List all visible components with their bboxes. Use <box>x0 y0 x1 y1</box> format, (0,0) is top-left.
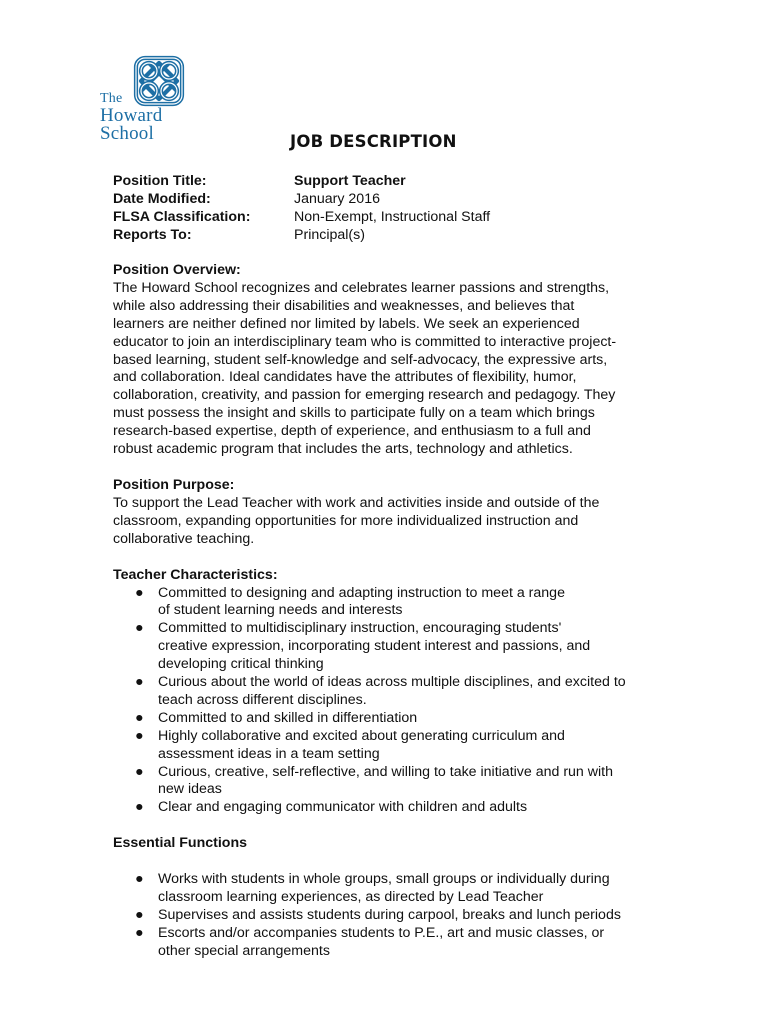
list-item <box>113 620 673 674</box>
list-item <box>113 710 673 728</box>
list-item-text: Curious about the world of ideas across multiple disciplines, and excited to teach across different disciplines. <box>158 674 626 708</box>
list-item <box>113 585 673 621</box>
meta-value: Support Teacher <box>294 173 406 189</box>
position-overview-section <box>113 262 673 459</box>
list-item-text: Committed to multidisciplinary instruction, encouraging students' creative expression, incorporating student interest and passions, and developing critical thinking <box>158 620 591 673</box>
functions-list <box>113 871 673 961</box>
bullet-icon: ● <box>135 907 144 923</box>
meta-value: Principal(s) <box>294 227 365 243</box>
meta-label: Reports To: <box>113 227 192 243</box>
meta-label: FLSA Classification: <box>113 209 251 225</box>
meta-label: Date Modified: <box>113 191 211 207</box>
section-heading: Position Purpose: <box>113 476 235 493</box>
document-body <box>113 262 673 961</box>
position-meta <box>113 172 490 244</box>
meta-value: January 2016 <box>294 191 380 207</box>
bullet-icon: ● <box>135 763 144 780</box>
list-item-text: Committed to and skilled in differentiation <box>158 709 418 726</box>
list-item-text: Supervises and assists students during carpool, breaks and lunch periods <box>158 907 621 923</box>
meta-value: Non-Exempt, Instructional Staff <box>294 209 491 225</box>
purpose-text: To support the Lead Teacher with work and activities inside and outside of the classroom, expanding opportunities for more individualized instruction and collaborative teaching. <box>113 494 600 547</box>
bullet-icon: ● <box>135 709 144 726</box>
school-logo <box>100 54 200 144</box>
list-item <box>113 674 673 710</box>
bullet-icon: ● <box>135 799 144 816</box>
list-item <box>113 764 673 800</box>
overview-text: The Howard School recognizes and celebrates learner passions and strengths, while also addressing their disabilities and weaknesses, and believes that learners are neither defined nor limited by labels. We seek an experienced educator to join an interdisciplinary team who is committed to interactive project- based learning, student self-knowledge and self-advocacy, the expressive arts, and collaboration. Ideal candidates have the attributes of flexibility, humor, collaboration, creativity, and passion for emerging research and pedagogy. They must possess the insight and skills to participate fully on a team which brings research-based expertise, depth of experience, and enthusiasm to a full and robust academic program that includes the arts, technology and athletics. <box>113 279 617 458</box>
list-item-text: Clear and engaging communicator with children and adults <box>158 799 528 816</box>
celtic-knot-icon <box>132 54 186 108</box>
bullet-icon: ● <box>135 620 144 637</box>
meta-row-reports-to <box>113 226 490 244</box>
meta-row-date-modified <box>113 190 490 208</box>
list-item-text: Highly collaborative and excited about generating curriculum and assessment ideas in a team setting <box>158 727 565 762</box>
list-item <box>113 728 673 764</box>
teacher-characteristics-section <box>113 567 673 818</box>
list-item <box>113 925 673 961</box>
logo-word-school: School <box>100 123 154 144</box>
bullet-icon: ● <box>135 727 144 744</box>
document-title: JOB DESCRIPTION <box>290 132 457 151</box>
bullet-icon: ● <box>135 924 144 941</box>
section-heading: Teacher Characteristics: <box>113 566 278 583</box>
logo-word-the: The <box>100 91 123 106</box>
meta-label: Position Title: <box>113 173 207 189</box>
characteristics-list <box>113 585 673 818</box>
bullet-icon: ● <box>135 871 144 888</box>
list-item-text: Committed to designing and adapting instruction to meet a range of student learning needs and interests <box>158 584 565 619</box>
section-heading: Position Overview: <box>113 262 241 278</box>
essential-functions-section <box>113 835 673 960</box>
list-item-text: Escorts and/or accompanies students to P.E., art and music classes, or other special arrangements <box>158 924 605 959</box>
bullet-icon: ● <box>135 674 144 691</box>
meta-row-flsa-classification <box>113 208 490 226</box>
meta-row-position-title <box>113 172 490 190</box>
list-item-text: Works with students in whole groups, small groups or individually during classroom learning experiences, as directed by Lead Teacher <box>158 871 610 906</box>
list-item <box>113 907 673 925</box>
logo-word-howard: Howard <box>100 105 163 126</box>
list-item-text: Curious, creative, self-reflective, and willing to take initiative and run with new ideas <box>158 763 613 798</box>
section-heading: Essential Functions <box>113 835 248 852</box>
bullet-icon: ● <box>135 584 144 601</box>
list-item <box>113 799 673 817</box>
list-item <box>113 871 673 907</box>
position-purpose-section <box>113 477 673 549</box>
